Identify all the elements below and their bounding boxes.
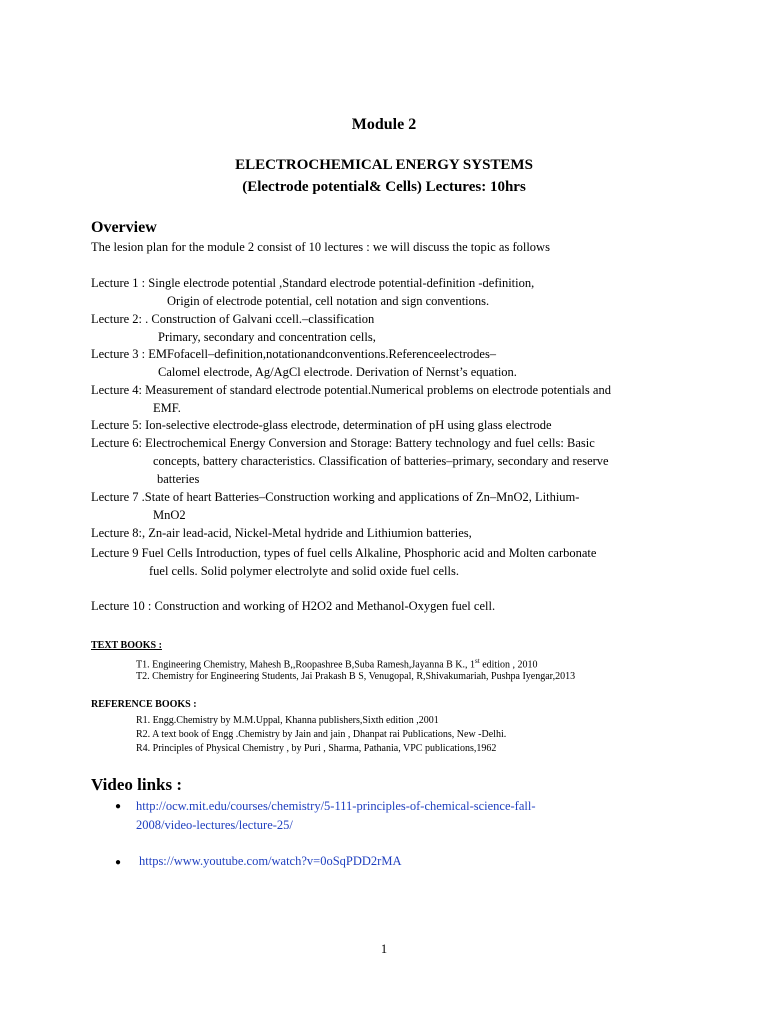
lecture-6-line-2: concepts, battery characteristics. Classification of batteries–primary, secondary and reserve <box>153 454 609 468</box>
module-number: Module 2 <box>351 116 417 133</box>
reference-books-heading: REFERENCE BOOKS : <box>91 699 197 710</box>
bullet-icon: ● <box>115 801 122 812</box>
lecture-7-line-1: Lecture 7 .State of heart Batteries–Construction working and applications of Zn–MnO2, Lithium- <box>91 490 580 504</box>
reference-book-r1: R1. Engg.Chemistry by M.M.Uppal, Khanna publishers,Sixth edition ,2001 <box>136 715 439 726</box>
bullet-icon: ● <box>115 857 122 868</box>
lecture-4-line-2: EMF. <box>153 401 181 415</box>
text-book-t1-sup: st <box>475 657 480 665</box>
text-book-t2: T2. Chemistry for Engineering Students, Jai Prakash B S, Venugopal, R,Shivakumariah, Pushpa Iyengar,2013 <box>136 671 576 682</box>
page-title: ELECTROCHEMICAL ENERGY SYSTEMS <box>235 157 533 173</box>
video-link-mit-line-2[interactable]: 2008/video-lectures/lecture-25/ <box>136 818 293 832</box>
text-book-t1-main: T1. Engineering Chemistry, Mahesh B,,Roopashree B,Suba Ramesh,Jayanna B K., 1 <box>136 659 476 671</box>
lecture-7-line-2: MnO2 <box>153 508 186 522</box>
lecture-1-line-2: Origin of electrode potential, cell notation and sign conventions. <box>167 294 490 308</box>
text-book-t1 <box>136 657 537 670</box>
lecture-3-line-2: Calomel electrode, Ag/AgCl electrode. Derivation of Nernst’s equation. <box>158 365 517 379</box>
page-number: 1 <box>380 942 388 956</box>
lecture-5-line-1: Lecture 5: Ion-selective electrode-glass electrode, determination of pH using glass electrode <box>91 418 552 432</box>
page-subtitle: (Electrode potential& Cells) Lectures: 10hrs <box>242 179 526 195</box>
overview-heading: Overview <box>91 219 157 236</box>
lecture-10-line-1: Lecture 10 : Construction and working of H2O2 and Methanol-Oxygen fuel cell. <box>91 599 496 613</box>
lecture-9-line-2: fuel cells. Solid polymer electrolyte and solid oxide fuel cells. <box>149 564 459 578</box>
lecture-2-line-1: Lecture 2: . Construction of Galvani ccell.–classification <box>91 312 375 326</box>
lecture-6-line-1: Lecture 6: Electrochemical Energy Conversion and Storage: Battery technology and fuel cells: Basic <box>91 436 595 450</box>
lecture-6-line-3: batteries <box>157 472 200 486</box>
lecture-8-line-1: Lecture 8:, Zn-air lead-acid, Nickel-Metal hydride and Lithiumion batteries, <box>91 526 472 540</box>
lecture-3-line-1: Lecture 3 : EMFofacell–definition,notationandconventions.Referenceelectrodes– <box>91 347 497 361</box>
lecture-4-line-1: Lecture 4: Measurement of standard electrode potential.Numerical problems on electrode potentials and <box>91 383 611 397</box>
video-links-heading: Video links : <box>91 775 183 794</box>
reference-book-r2: R2. A text book of Engg .Chemistry by Jain and jain , Dhanpat rai Publications, New -Delhi. <box>136 729 507 740</box>
video-link-mit-line-1[interactable]: http://ocw.mit.edu/courses/chemistry/5-111-principles-of-chemical-science-fall- <box>136 799 536 813</box>
reference-book-r4: R4. Principles of Physical Chemistry , by Puri , Sharma, Pathania, VPC publications,1962 <box>136 743 497 754</box>
lecture-1-line-1: Lecture 1 : Single electrode potential ,Standard electrode potential-definition -definition, <box>91 276 535 290</box>
lecture-9-line-1: Lecture 9 Fuel Cells Introduction, types of fuel cells Alkaline, Phosphoric acid and Molten carbonate <box>91 546 597 560</box>
overview-intro: The lesion plan for the module 2 consist of 10 lectures : we will discuss the topic as follows <box>91 240 550 254</box>
lecture-2-line-2: Primary, secondary and concentration cells, <box>158 330 376 344</box>
text-book-t1-end: edition , 2010 <box>479 659 538 671</box>
video-link-youtube[interactable]: https://www.youtube.com/watch?v=0oSqPDD2rMA <box>139 854 402 868</box>
text-books-heading: TEXT BOOKS : <box>91 640 162 651</box>
